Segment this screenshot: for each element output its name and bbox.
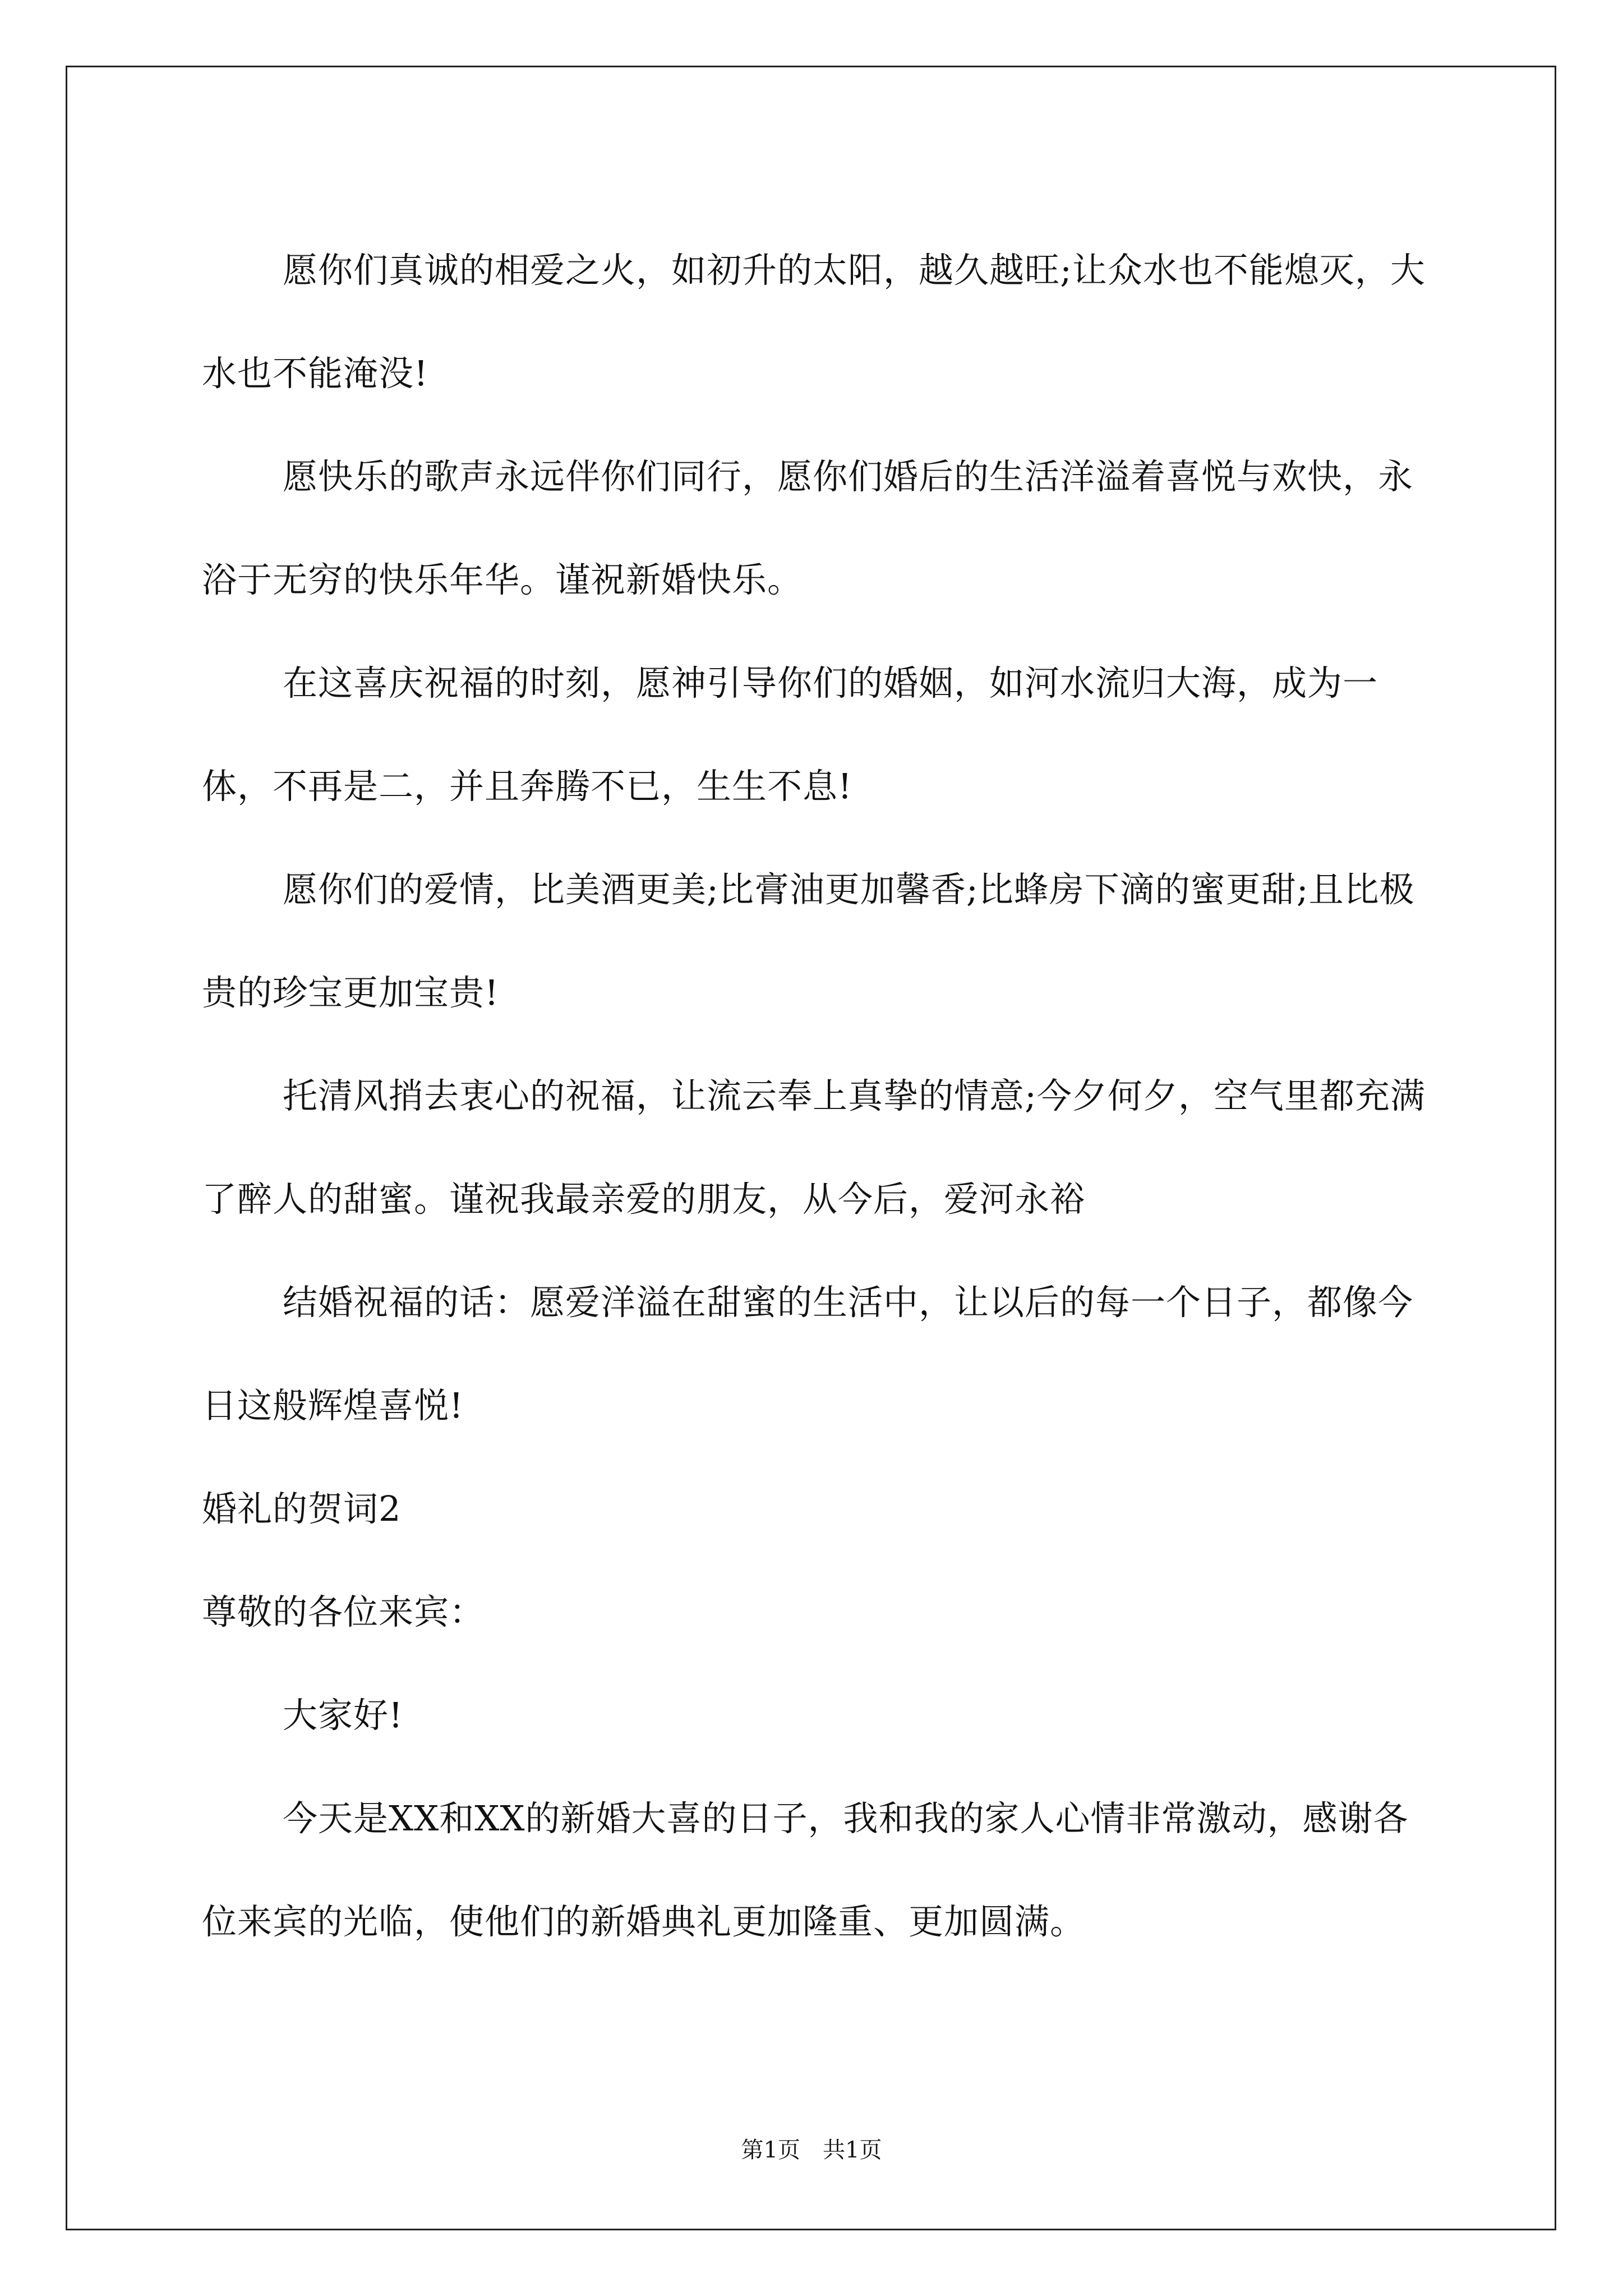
document-body (202, 219, 1430, 1973)
paragraph-6: 结婚祝福的话：愿爱洋溢在甜蜜的生活中，让以后的每一个日子，都像今日这般辉煌喜悦! (202, 1282, 1414, 1426)
page-footer: 第1页 共1页 (741, 2137, 882, 2163)
paragraph-2: 愿快乐的歌声永远伴你们同行，愿你们婚后的生活洋溢着喜悦与欢快，永浴于无穷的快乐年华。谨祝新婚快乐。 (202, 456, 1414, 600)
speech-paragraph: 今天是XX和XX的新婚大喜的日子，我和我的家人心情非常激动，感谢各位来宾的光临，使他们的新婚典礼更加隆重、更加圆满。 (202, 1798, 1409, 1942)
paragraph-1: 愿你们真诚的相爱之火，如初升的太阳，越久越旺;让众水也不能熄灭，大水也不能淹没! (202, 250, 1426, 394)
salutation: 尊敬的各位来宾： (202, 1591, 485, 1632)
paragraph-5: 托清风捎去衷心的祝福，让流云奉上真挚的情意;今夕何夕，空气里都充满了醉人的甜蜜。谨祝我最亲爱的朋友，从今后，爱河永裕 (202, 1075, 1426, 1220)
paragraph-4: 愿你们的爱情，比美酒更美;比膏油更加馨香;比蜂房下滴的蜜更甜;且比极贵的珍宝更加宝贵! (202, 869, 1415, 1013)
paragraph-3: 在这喜庆祝福的时刻，愿神引导你们的婚姻，如河水流归大海，成为一体，不再是二，并且奔腾不已，生生不息! (202, 662, 1378, 807)
section-title: 婚礼的贺词2 (202, 1488, 402, 1529)
greeting: 大家好! (283, 1695, 403, 1736)
